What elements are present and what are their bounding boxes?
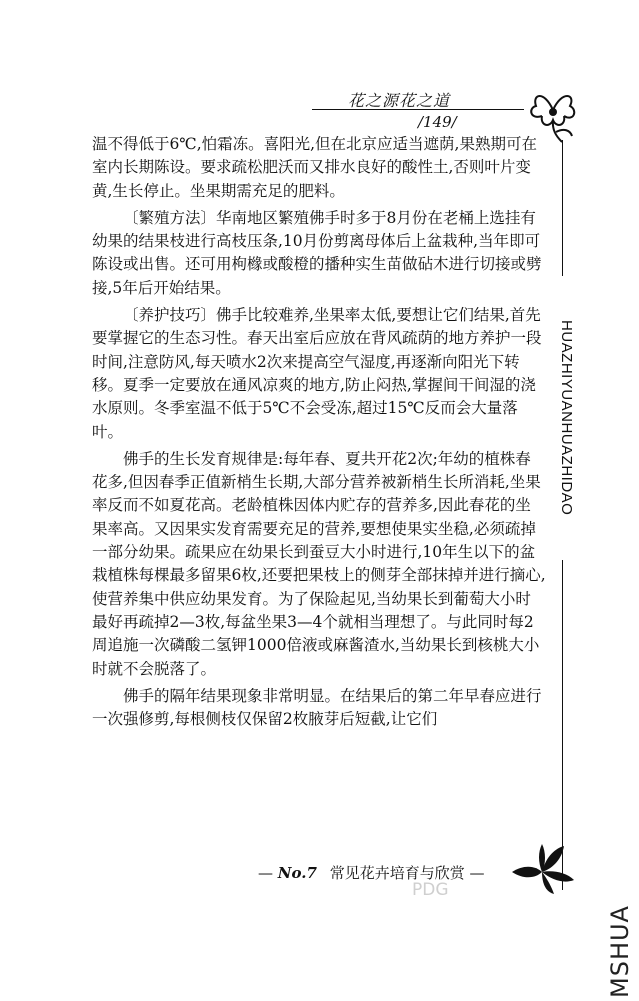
- footer-dash-left: —: [258, 864, 273, 882]
- paragraph-pruning: 佛手的隔年结果现象非常明显。在结果后的第二年早春应进行一次强修剪,每根侧枝仅保留2枚腋芽后短截,让它们: [92, 686, 542, 729]
- header-rule: [312, 109, 524, 110]
- paragraph-1: 温不得低于6℃,怕霜冻。喜阳光,但在北京应适当遮荫,果熟期可在室内长期陈设。要求疏松肥沃而又排水良好的酸性土,否则叶片变黄,生长停止。坐果期需充足的肥料。: [92, 135, 537, 200]
- running-footer: [258, 862, 518, 883]
- rail-line-top: [562, 140, 563, 276]
- vertical-rail-text: HUAZHIYUANHUAZHIDAO: [558, 320, 575, 516]
- paragraph-care: 〔养护技巧〕佛手比较难养,坐果率太低,要想让它们结果,首先要掌握它的生态习性。春天出室后应放在背风疏荫的地方养护一段时间,注意防风,每天喷水2次来提高空气湿度,再逐渐向阳光下转移。夏季一定要放在通风凉爽的地方,防止闷热,掌握间干间湿的浇水原则。冬季室温不低于5℃不会受冻,超过15℃反而会大量落叶。: [92, 306, 542, 441]
- body-text: [92, 133, 546, 735]
- footer-dash-right: —: [469, 864, 485, 882]
- watermark-text: MSHUA: [606, 905, 634, 998]
- pdg-stamp: PDG: [412, 880, 449, 900]
- paragraph-propagation: 〔繁殖方法〕华南地区繁殖佛手时多于8月份在老桶上选挂有幼果的结果枝进行高枝压条,10月份剪离母体后上盆栽种,当年即可陈设或出售。还可用枸橼或酸橙的播种实生苗做砧木进行切接或劈接,5年后开始结果。: [92, 208, 542, 297]
- running-header-title: 花之源花之道: [348, 91, 451, 110]
- series-number: No.7: [277, 864, 317, 882]
- book-title: 常见花卉培育与欣赏: [329, 864, 465, 882]
- page-number: /149/: [418, 113, 457, 131]
- paragraph-growth: 佛手的生长发育规律是:每年春、夏共开花2次;年幼的植株春花多,但因春季正值新梢生长期,大部分营养被新梢生长所消耗,坐果率反而不如夏花高。老龄植株因体内贮存的营养多,因此春花的坐果率高。又因果实发育需要充足的营养,要想使果实坐稳,必须疏掉一部分幼果。疏果应在幼果长到蚕豆大小时进行,10年生以下的盆栽植株每棵最多留果6枚,还要把果枝上的侧芽全部抹掉并进行摘心,使营养集中供应幼果发育。为了保险起见,当幼果长到葡萄大小时最好再疏掉2—3枚,每盆坐果3—4个就相当理想了。与此同时每2周追施一次磷酸二氢钾1000倍液或麻酱渣水,当幼果长到核桃大小时就不会脱落了。: [92, 449, 546, 678]
- plant-ornament-icon: [508, 842, 576, 896]
- rail-line-bottom: [562, 560, 563, 890]
